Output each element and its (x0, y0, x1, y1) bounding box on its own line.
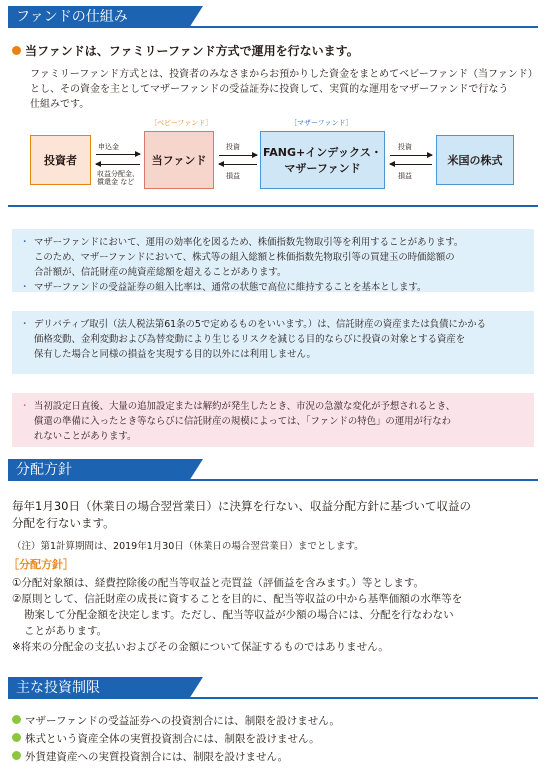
heading-rule (8, 479, 538, 481)
note-line: 償還の準備に入ったとき等ならびに信託財産の規模によっては、「ファンドの特色」の運用が行なわ (34, 416, 451, 427)
arrow-left-icon (96, 164, 140, 165)
restriction-item (12, 730, 340, 748)
mother-fund-label: ［マザーファンド］ (290, 119, 353, 127)
heading-text: ファンドの仕組み (16, 9, 128, 25)
arrow-left-icon (390, 164, 432, 165)
section-heading-fund-structure (8, 6, 189, 28)
investor-box (30, 135, 91, 185)
fund-structure-lead (12, 42, 359, 59)
note-item: ・ 当初設定日直後、大量の追加設定または解約が発生したとき、市況の急激な変化が予想されるとき、 (26, 399, 524, 414)
note-item: ・ マザーファンドにおいて、運用の効率化を図るため、株価指数先物取引等を利用することがあります。 (26, 235, 524, 250)
desc-line: 仕組みです。 (30, 99, 90, 110)
note-panel-blue-1 (12, 229, 534, 292)
lead-line: 毎年1月30日（休業日の場合翌営業日）に決算を行ない、収益分配方針に基づいて収益の (12, 499, 471, 513)
heading-rule (8, 26, 538, 28)
mother-fund-text: FANG+インデックス・ (263, 146, 382, 159)
note-line: このため、マザーファンドにおいて、株式等の組入総額と株価指数先物取引等の買建玉の時価総額の (34, 252, 455, 263)
policy-title: ［分配方針］ (8, 558, 74, 571)
heading-text: 主な投資制限 (16, 680, 100, 696)
investor-label: 投資者 (44, 154, 77, 167)
orange-bullet-icon (12, 46, 21, 55)
desc-line: ファミリーファンド方式とは、投資者のみなさまからお預かりした資金をまとめてベビーファンド（当ファンド） (30, 69, 538, 80)
note-panel-blue-2 (12, 311, 534, 374)
restriction-text: 株式という資産全体の実質投資割合には、制限を設けません。 (25, 733, 320, 745)
distribution-label: 償還金 など (97, 178, 135, 186)
profit-label: 損益 (226, 172, 240, 180)
green-bullet-icon (12, 715, 21, 724)
mother-fund-box (260, 131, 385, 189)
arrow-right-icon (96, 154, 140, 155)
us-stocks-text: 米国の株式 (447, 154, 503, 167)
subscription-label: 申込金 (98, 143, 119, 151)
policy-item: ②原則として、信託財産の成長に資することを目的に、配当等収益の中から基準価額の水準等を (12, 593, 463, 605)
arrow-left-icon (219, 164, 257, 165)
heading-rule (8, 697, 538, 699)
note-panel-pink (12, 393, 534, 447)
mother-fund-text: マザーファンド (284, 162, 361, 175)
distribution-note: （注）第1計算期間は、2019年1月30日（休業日の場合翌営業日）までとします。 (12, 541, 364, 552)
baby-fund-text: 当ファンド (151, 154, 207, 167)
lead-line: 分配を行ないます。 (12, 516, 115, 530)
note-item: ・ マザーファンドの受益証券の組入比率は、通常の状態で高位に維持することを基本とします。 (26, 280, 524, 295)
restriction-list (12, 712, 340, 766)
restriction-item (12, 748, 340, 766)
arrow-right-icon (390, 155, 432, 156)
invest-label: 投資 (398, 143, 412, 151)
note-item: ・ デリバティブ取引（法人税法第61条の5で定めるものをいいます。）は、信託財産の資産または負債にかかる (26, 317, 524, 332)
desc-line: とし、その資金を主としてマザーファンドの受益証券に投資して、実質的な運用をマザーファンドで行なう (30, 84, 509, 95)
arrow-right-icon (219, 155, 257, 156)
restriction-text: 外貨建資産への実質投資割合には、制限を設けません。 (25, 751, 289, 763)
profit-label: 損益 (398, 172, 412, 180)
distribution-label: 収益分配金、 (97, 170, 139, 178)
section-heading-investment-restrictions (8, 677, 189, 699)
section-heading-distribution-policy (8, 459, 189, 481)
restriction-text: マザーファンドの受益証券への投資割合には、制限を設けません。 (25, 715, 340, 727)
policy-item-line: 勘案して分配金額を決定します。ただし、配当等収益が少額の場合には、分配を行なわない (24, 609, 454, 621)
heading-text: 分配方針 (16, 462, 72, 478)
note-line: 価格変動、金利変動および為替変動により生じるリスクを減じる目的ならびに投資の対象とする資産を (34, 334, 466, 345)
baby-fund-box (144, 131, 214, 189)
policy-item: ①分配対象額は、経費控除後の配当等収益と売買益（評価益を含みます。）等とします。 (12, 577, 424, 589)
invest-label: 投資 (226, 143, 240, 151)
baby-fund-label: ［ベビーファンド］ (150, 119, 213, 127)
fund-structure-description (30, 67, 538, 112)
restriction-item (12, 712, 340, 730)
policy-item-line: ことがあります。 (24, 625, 108, 637)
note-line: 合計額が、信託財産の純資産総額を超えることがあります。 (34, 267, 287, 278)
distribution-lead (12, 498, 537, 532)
diagram-divider (8, 205, 538, 207)
us-stocks-box (436, 135, 514, 185)
policy-items (12, 575, 538, 655)
disclaimer: ※将来の分配金の支払いおよびその金額について保証するものではありません。 (12, 641, 389, 653)
lead-text: 当ファンドは、ファミリーファンド方式で運用を行ないます。 (25, 44, 359, 58)
note-line: 保有した場合と同様の損益を実現する目的以外には利用しません。 (34, 349, 316, 360)
green-bullet-icon (12, 751, 21, 760)
note-line: れないことがあります。 (34, 431, 137, 442)
green-bullet-icon (12, 733, 21, 742)
